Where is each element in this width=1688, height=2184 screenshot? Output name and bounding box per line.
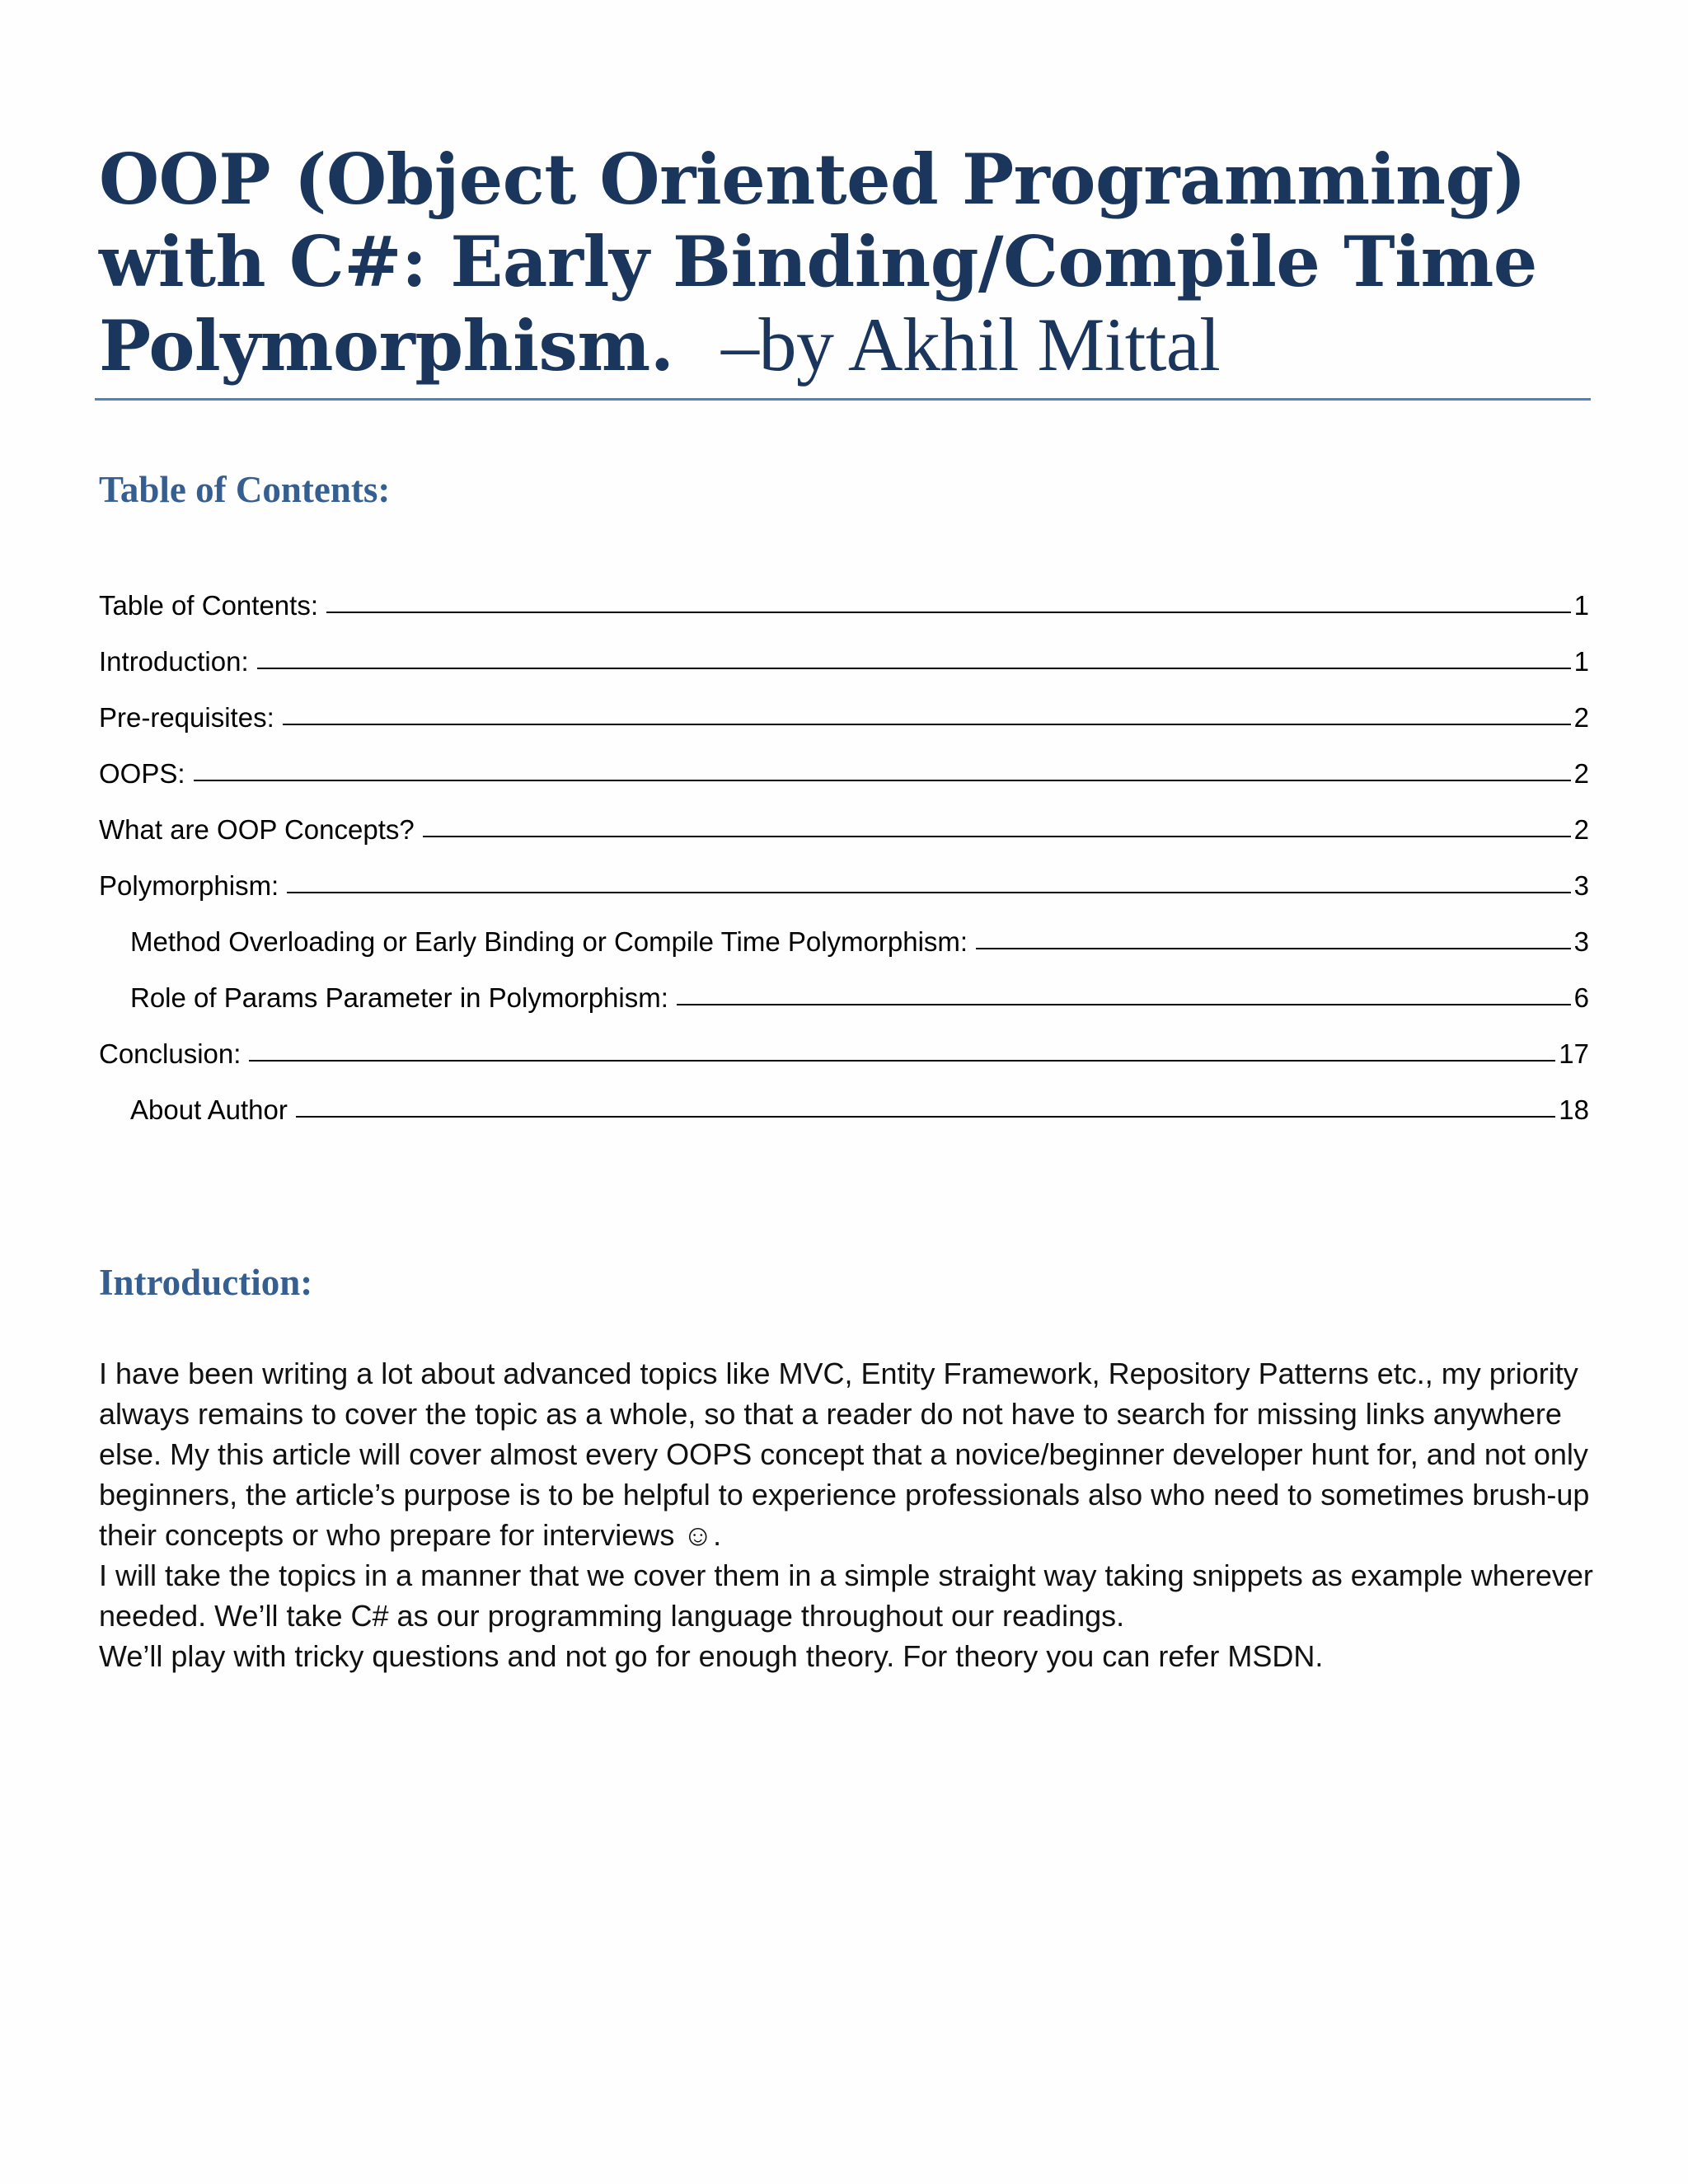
introduction-body xyxy=(99,1353,1599,1676)
toc-entry-label: Pre-requisites: xyxy=(99,702,274,733)
toc-entry-label: OOPS: xyxy=(99,758,185,789)
toc-leader-line xyxy=(283,724,1571,725)
toc-entry[interactable] xyxy=(99,814,1589,870)
introduction-paragraph: I have been writing a lot about advanced topics like MVC, Entity Framework, Repository Patterns etc., my priority always remains to cover the topic as a whole, so that a reader do not have to search for missing links anywhere else. My this article will cover almost every OOPS concept that a novice/beginner developer hunt for, and not only beginners, the article’s purpose is to be helpful to experience professionals also who need to sometimes brush-up their concepts or who prepare for interviews ☺. xyxy=(99,1357,1590,1552)
title-underline xyxy=(95,398,1591,401)
toc-entry[interactable] xyxy=(99,1094,1589,1151)
toc-entry-label: Method Overloading or Early Binding or Compile Time Polymorphism: xyxy=(130,926,968,957)
toc-entry-page: 2 xyxy=(1573,758,1589,789)
toc-entry-page: 1 xyxy=(1573,646,1589,677)
toc-entry-page: 18 xyxy=(1559,1094,1589,1125)
toc-entry-label: Table of Contents: xyxy=(99,590,318,621)
toc-leader-line xyxy=(326,612,1571,613)
toc-entry-page: 6 xyxy=(1573,982,1589,1013)
toc-entry-label: Conclusion: xyxy=(99,1038,241,1069)
toc-leader-line xyxy=(976,948,1571,949)
title-main: OOP (Object Oriented Programming) with C#: Early Binding/Compile Time Polymorphism. xyxy=(99,138,1537,387)
toc-entry[interactable] xyxy=(99,870,1589,926)
toc-leader-line xyxy=(287,892,1570,893)
toc-leader-line xyxy=(194,780,1571,781)
toc-leader-line xyxy=(257,668,1571,669)
toc-leader-line xyxy=(249,1060,1555,1062)
title-byline: –by Akhil Mittal xyxy=(720,302,1221,387)
toc-entry[interactable] xyxy=(99,982,1589,1038)
table-of-contents xyxy=(99,590,1589,1151)
document-title xyxy=(99,138,1582,387)
toc-entry-label: What are OOP Concepts? xyxy=(99,814,415,845)
toc-entry[interactable] xyxy=(99,590,1589,646)
toc-entry[interactable] xyxy=(99,702,1589,758)
toc-entry-label: Polymorphism: xyxy=(99,870,279,901)
toc-entry[interactable] xyxy=(99,926,1589,982)
toc-entry-label: About Author xyxy=(130,1094,288,1125)
toc-entry-page: 3 xyxy=(1573,926,1589,957)
toc-entry[interactable] xyxy=(99,646,1589,702)
toc-leader-line xyxy=(677,1004,1571,1005)
toc-entry-label: Introduction: xyxy=(99,646,249,677)
toc-entry-page: 3 xyxy=(1573,870,1589,901)
introduction-paragraph: We’ll play with tricky questions and not go for enough theory. For theory you can refer MSDN. xyxy=(99,1639,1324,1673)
toc-heading: Table of Contents: xyxy=(99,469,391,510)
toc-entry-page: 17 xyxy=(1559,1038,1589,1069)
introduction-paragraph: I will take the topics in a manner that we cover them in a simple straight way taking snippets as example wherever needed. We’ll take C# as our programming language throughout our readings. xyxy=(99,1558,1593,1633)
toc-leader-line xyxy=(296,1116,1555,1118)
toc-entry[interactable] xyxy=(99,1038,1589,1094)
toc-entry-page: 1 xyxy=(1573,590,1589,621)
introduction-heading: Introduction: xyxy=(99,1262,313,1303)
toc-entry[interactable] xyxy=(99,758,1589,814)
toc-entry-page: 2 xyxy=(1573,814,1589,845)
toc-entry-page: 2 xyxy=(1573,702,1589,733)
toc-entry-label: Role of Params Parameter in Polymorphism: xyxy=(130,982,668,1013)
toc-leader-line xyxy=(423,836,1571,837)
